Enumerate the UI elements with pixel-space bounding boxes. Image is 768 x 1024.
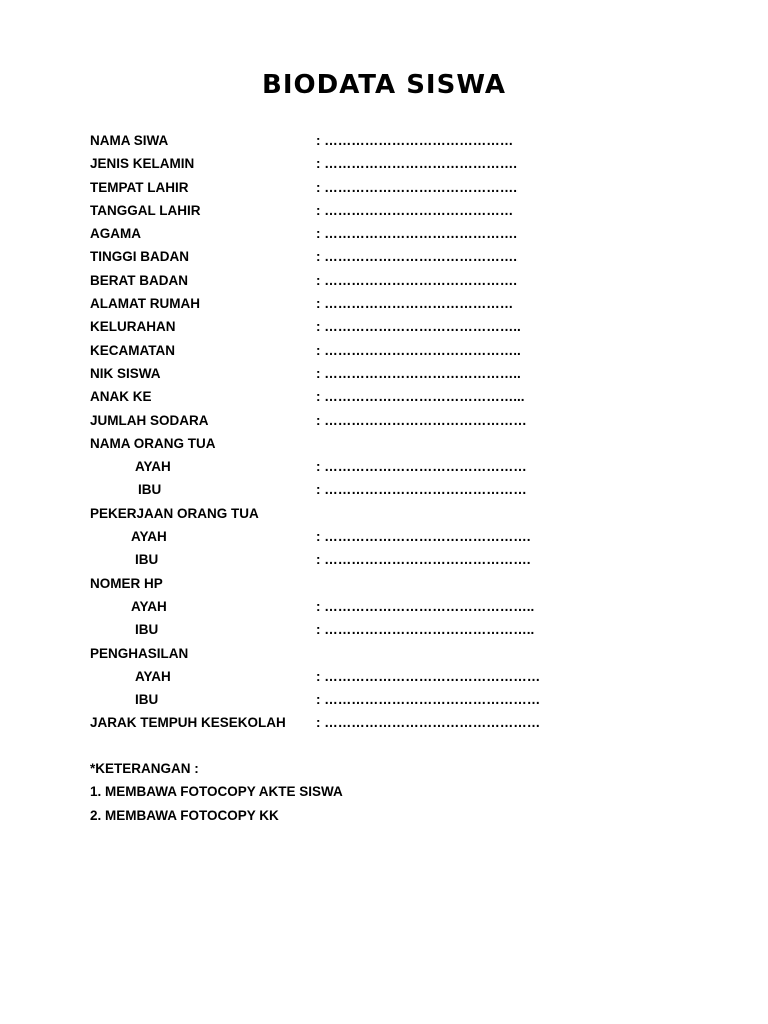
label-tanggal-lahir: TANGGAL LAHIR — [90, 202, 201, 218]
form-row-tinggi-badan — [90, 245, 690, 268]
label-nama-siswa: NAMA SIWA — [90, 133, 169, 148]
label-jarak-tempuh: JARAK TEMPUH KESEKOLAH — [90, 715, 286, 731]
section-heading-nama-orang-tua: NAMA ORANG TUA — [90, 435, 216, 451]
form-row-pekerjaan-ibu — [90, 548, 690, 571]
notes-item: 1. MEMBAWA FOTOCOPY AKTE SISWA — [90, 784, 343, 800]
field-jarak-tempuh: : ………………………………………… — [316, 715, 541, 731]
field-tinggi-badan: : ……………………………………. — [316, 249, 517, 265]
field-pekerjaan-ayah: : ………………………………………. — [316, 529, 531, 545]
notes-heading: *KETERANGAN : — [90, 761, 199, 776]
field-hp-ibu: : ……………………………………….. — [316, 622, 535, 638]
label-hp-ibu: IBU — [135, 622, 159, 638]
field-berat-badan: : ……………………………………. — [316, 272, 517, 288]
section-heading-pekerjaan-orang-tua: PEKERJAAN ORANG TUA — [90, 505, 259, 521]
form-row-jenis-kelamin — [90, 152, 690, 175]
field-tanggal-lahir: : …………………………………… — [316, 202, 514, 218]
label-nama-ibu: IBU — [138, 482, 162, 498]
section-heading-nomer-hp: NOMER HP — [90, 575, 163, 591]
form-row-agama — [90, 222, 690, 245]
label-kecamatan: KECAMATAN — [90, 342, 175, 358]
field-penghasilan-ibu: : ………………………………………… — [316, 692, 541, 708]
label-tempat-lahir: TEMPAT LAHIR — [90, 179, 189, 195]
field-nik-siswa: : …………………………………….. — [316, 365, 521, 381]
field-nama-ayah: : ……………………………………… — [316, 459, 527, 475]
field-kecamatan: : …………………………………….. — [316, 342, 521, 358]
section-nama-orang-tua — [90, 432, 690, 455]
form-row-nama — [90, 129, 690, 152]
label-agama: AGAMA — [90, 226, 141, 242]
field-jumlah-sodara: : ……………………………………… — [316, 412, 527, 428]
section-penghasilan — [90, 642, 690, 665]
form-row-tempat-lahir — [90, 176, 690, 199]
form-row-nama-ayah — [90, 455, 690, 478]
field-penghasilan-ayah: : ………………………………………… — [316, 668, 541, 684]
section-heading-penghasilan: PENGHASILAN — [90, 645, 189, 661]
form-row-kecamatan — [90, 339, 690, 362]
field-jenis-kelamin: : ……………………………………. — [316, 156, 517, 172]
form-row-penghasilan-ibu — [90, 688, 690, 711]
field-hp-ayah: : ……………………………………….. — [316, 598, 535, 614]
label-berat-badan: BERAT BADAN — [90, 272, 188, 288]
label-penghasilan-ibu: IBU — [135, 692, 159, 708]
field-pekerjaan-ibu: : ………………………………………. — [316, 552, 531, 568]
form-row-alamat-rumah — [90, 292, 690, 315]
section-pekerjaan-orang-tua — [90, 502, 690, 525]
biodata-form — [90, 129, 690, 735]
field-kelurahan: : …………………………………….. — [316, 319, 521, 335]
form-row-tanggal-lahir — [90, 199, 690, 222]
label-alamat-rumah: ALAMAT RUMAH — [90, 296, 200, 312]
label-nik-siswa: NIK SISWA — [90, 365, 161, 381]
notes-section — [90, 757, 690, 827]
form-row-kelurahan — [90, 315, 690, 338]
form-row-nik-siswa — [90, 362, 690, 385]
field-tempat-lahir: : ……………………………………. — [316, 179, 517, 195]
field-alamat-rumah: : …………………………………… — [316, 296, 514, 312]
label-jenis-kelamin: JENIS KELAMIN — [90, 156, 195, 172]
form-row-jumlah-sodara — [90, 409, 690, 432]
label-tinggi-badan: TINGGI BADAN — [90, 249, 189, 265]
notes-item: 2. MEMBAWA FOTOCOPY KK — [90, 807, 279, 823]
label-pekerjaan-ayah: AYAH — [131, 529, 167, 545]
form-row-hp-ibu — [90, 618, 690, 641]
form-row-nama-ibu — [90, 478, 690, 501]
form-row-anak-ke — [90, 385, 690, 408]
label-jumlah-sodara: JUMLAH SODARA — [90, 412, 209, 428]
form-row-pekerjaan-ayah — [90, 525, 690, 548]
label-kelurahan: KELURAHAN — [90, 319, 176, 335]
section-nomer-hp — [90, 572, 690, 595]
label-anak-ke: ANAK KE — [90, 389, 152, 405]
label-penghasilan-ayah: AYAH — [135, 668, 171, 684]
form-row-hp-ayah — [90, 595, 690, 618]
form-row-berat-badan — [90, 269, 690, 292]
form-row-penghasilan-ayah — [90, 665, 690, 688]
label-nama-ayah: AYAH — [135, 459, 171, 475]
form-row-jarak-tempuh — [90, 711, 690, 734]
field-anak-ke: : ……………………………………... — [316, 389, 525, 405]
field-agama: : ……………………………………. — [316, 226, 517, 242]
label-hp-ayah: AYAH — [131, 598, 167, 614]
page-title: BIODATA SISWA — [262, 70, 506, 100]
field-nama-ibu: : ……………………………………… — [316, 482, 527, 498]
label-pekerjaan-ibu: IBU — [135, 552, 159, 568]
field-nama-siswa: : …………………………………… — [316, 133, 514, 148]
